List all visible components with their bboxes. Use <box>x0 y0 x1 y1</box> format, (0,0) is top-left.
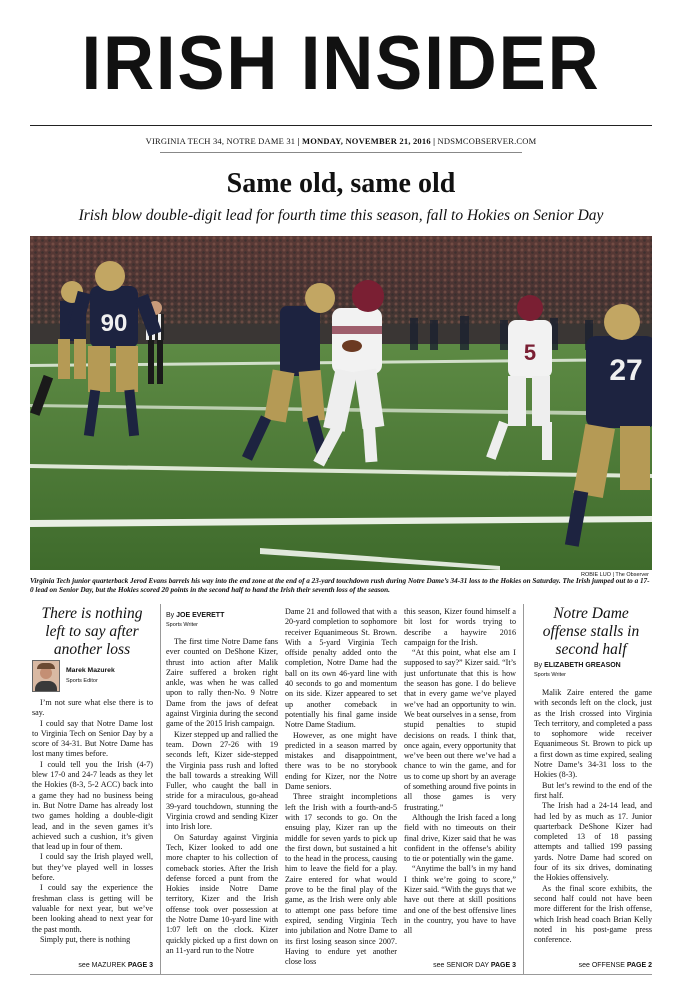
left-column-jump-page: PAGE 3 <box>127 962 153 969</box>
left-column-paragraph: Simply put, there is nothing <box>40 934 131 944</box>
main-story-byline <box>166 612 224 619</box>
left-column-body <box>32 698 153 956</box>
dateline-score: VIRGINIA TECH 34, NOTRE DAME 31 <box>145 136 296 146</box>
main-story-author: JOE EVERETT <box>176 612 225 619</box>
jersey-number-27: 27 <box>609 354 643 387</box>
headline: Same old, same old <box>226 168 456 199</box>
left-column-jump <box>32 962 153 969</box>
main-story-paragraph: Kizer stepped up and rallied the team. Down 27-26 with 19 seconds left, Kizer side-stepped the Virginia pass rush and lofted the ball towards a streaking Will Fuller, who caught the ball in stride for a miraculous, go-ahead 39-yard touchdown, stunning the Virginia crowd and sending Kizer into Irish lore. <box>166 729 278 832</box>
main-story-paragraph: Although the Irish faced a long field with no timeouts on their final drive, Kizer said that he was confident in the offense’s ability to tie or potentially win the game. <box>404 812 516 864</box>
dateline-site: NDSMCOBSERVER.COM <box>437 136 537 146</box>
main-story-jump-label: see SENIOR DAY <box>433 962 489 969</box>
deck: Irish blow double-digit lead for fourth time this season, fall to Hokies on Senior Day <box>78 207 604 224</box>
dateline-date: MONDAY, NOVEMBER 21, 2016 <box>301 136 431 146</box>
main-story-col1 <box>166 637 278 972</box>
main-story-paragraph: The first time Notre Dame fans ever counted on DeShone Kizer, thrust into action after Malik Zaire suffered a broken right ankle, was when he was called upon to rally then-No. 9 Notre Dame from the jaws of defeat against Virginia during the second game of the 2015 Irish campaign. <box>166 637 278 729</box>
left-column-paragraph: I’m not sure what else there is to say. <box>32 698 153 718</box>
author-photo <box>32 660 60 692</box>
masthead: IRISH INSIDER <box>81 21 601 106</box>
main-story-byline-prefix: By <box>166 612 175 619</box>
photo-credit: ROBIE LUO | The Observer <box>581 572 649 578</box>
right-column-author: ELIZABETH GREASON <box>544 662 621 669</box>
left-column-headline: There is nothing left to say after another loss <box>41 605 143 658</box>
right-column-paragraph: Malik Zaire entered the game with seconds left on the clock, just as the Irish crossed into Virginia Tech territory, and completed a pass to sophomore wide receiver Equanimeous St. Brown to pick up a first down as time expired, sealing Notre Dame’s 34-31 loss to the Hokies (8-3). <box>534 688 652 780</box>
footer-rule <box>30 974 652 975</box>
main-story-paragraph: Three straight incompletions left the Irish with a fourth-and-5 with 17 seconds to go. On the ensuing play, Kizer ran up the middle for seven yards to pick up the first down, but sustained a hit to the head in the process, causing him to leave the field for a play. Zaire entered for what would prove to be the final play of the game, as the Irish were only able to attempt one pass before time expired, sending Virginia Tech into jubilation and Notre Dame to its first losing season since 2007. Having to endure yet another close loss <box>285 792 397 967</box>
column-divider <box>523 604 524 974</box>
main-story-paragraph: Dame 21 and followed that with a 20-yard completion to sophomore receiver Equanimeous St. Brown. With a 5-yard Virginia Tech offside penalty added onto the completion, Notre Dame had the ball on its own 46-yard line with 40 seconds to go and momentum on its side. Kizer appeared to set up another comeback in potentially his final game inside Notre Dame Stadium. <box>285 607 397 730</box>
right-column-paragraph: As the final score exhibits, the second half could not have been more different for the Irish offense, which Irish head coach Brian Kelly noted in his post-game press conference. <box>534 883 652 945</box>
right-column-jump-page: PAGE 2 <box>626 962 652 969</box>
right-column-headline: Notre Dame offense stalls in second half <box>542 605 640 658</box>
main-story-paragraph: this season, Kizer found himself a bit lost for words trying to describe a haywire 2016 campaign for the Irish. <box>404 607 516 647</box>
jersey-number-5: 5 <box>523 340 537 365</box>
main-story-role: Sports Writer <box>166 622 198 628</box>
masthead-rule <box>30 125 652 126</box>
right-column-paragraph: But let’s rewind to the end of the first half. <box>534 780 652 800</box>
left-column-paragraph: I could say the experience the freshman class is getting will be valuable for next year, but we’ve been looking ahead to next year for the past month. <box>32 883 153 934</box>
left-column-author: Marek Mazurek <box>66 667 115 674</box>
column-divider <box>160 604 161 974</box>
right-column-jump <box>534 962 652 969</box>
right-column-role: Sports Writer <box>534 672 566 678</box>
dateline: VIRGINIA TECH 34, NOTRE DAME 31 | MONDAY, NOVEMBER 21, 2016 | NDSMCOBSERVER.COM <box>145 136 537 146</box>
left-column-role: Sports Editor <box>66 678 98 684</box>
main-story-paragraph: On Saturday against Virginia Tech, Kizer looked to add one more chapter to his collection of comeback stories. After the Irish defense forced a punt from the Hokies inside Notre Dame territory, Kizer and the Irish offense took over possession at the Notre Dame 10-yard line with 1:07 left on the clock. Kizer quickly picked up a first down on an 11-yard run to the Notre <box>166 832 278 955</box>
right-column-byline-prefix: By <box>534 662 543 669</box>
main-story-paragraph: “At this point, what else am I supposed to say?” Kizer said. “It’s just unfortunate that this is how the season has gone. I do believe that in every game we’ve played we’ve had an opportunity to win. We beat ourselves in a sense, from stupid penalties to stupid decisions on reads. I think that, once again, every opportunity that we’ve been out there we’ve had a chance to win the game, and for us to come up short by an average of something around five points in all those games is very frustrating.” <box>404 648 516 812</box>
photo-caption: Virginia Tech junior quarterback Jerod Evans barrels his way into the end zone at the end of a 23-yard touchdown rush during Notre Dame’s 34-31 loss to the Hokies on Saturday. The Irish jumped out to a 17-0 lead on Senior Day, but the Hokies scored 20 points in the second half to hand the Irish their seventh loss of the season. <box>30 577 650 594</box>
game-photo-illustration <box>30 236 652 570</box>
main-story-paragraph: “Anytime the ball’s in my hand I think we’re going to score,” Kizer said. “With the guys that we have out there at skill positions and one of the best offensive lines in the country, you have to have all <box>404 864 516 936</box>
jersey-number-90: 90 <box>100 310 128 337</box>
main-story-jump-page: PAGE 3 <box>490 962 516 969</box>
main-story-col2 <box>285 607 397 972</box>
right-column-jump-label: see OFFENSE <box>578 962 625 969</box>
main-story-col3 <box>404 607 516 957</box>
main-story-paragraph: However, as one might have predicted in a season marred by mistakes and disappointment, there was to be no storybook ending for Kizer, nor the Notre Dame seniors. <box>285 730 397 792</box>
left-column-jump-label: see MAZUREK <box>78 962 126 969</box>
dateline-rule <box>160 152 522 153</box>
right-column-byline <box>534 662 621 669</box>
left-column-paragraph: I could tell you the Irish (4-7) blew 17-0 and 24-7 leads as they let the Hokies (8-3, 5-2 ACC) back into a game they had no business being in. But Notre Dame has already lost two games holding a double-digit lead, and in the seven games it’s achieved such a cushion, it’s given that lead up in four of them. <box>32 759 153 852</box>
main-story-jump <box>404 962 516 969</box>
right-column-paragraph: The Irish had a 24-14 lead, and had led by as much as 17. Junior quarterback DeShone Kizer had completed 13 of 18 passing attempts and tallied 199 passing yards. Notre Dame had scored on four of its six drives, dominating the Hokies offensively. <box>534 801 652 883</box>
game-photo <box>30 236 652 570</box>
right-column-body <box>534 688 652 956</box>
left-column-paragraph: I could say the Irish played well, but they’ve played well in losses before. <box>32 852 153 883</box>
left-column-paragraph: I could say that Notre Dame lost to Virginia Tech on Senior Day by a score of 34-31. But Notre Dame has lost many times before. <box>32 718 153 759</box>
